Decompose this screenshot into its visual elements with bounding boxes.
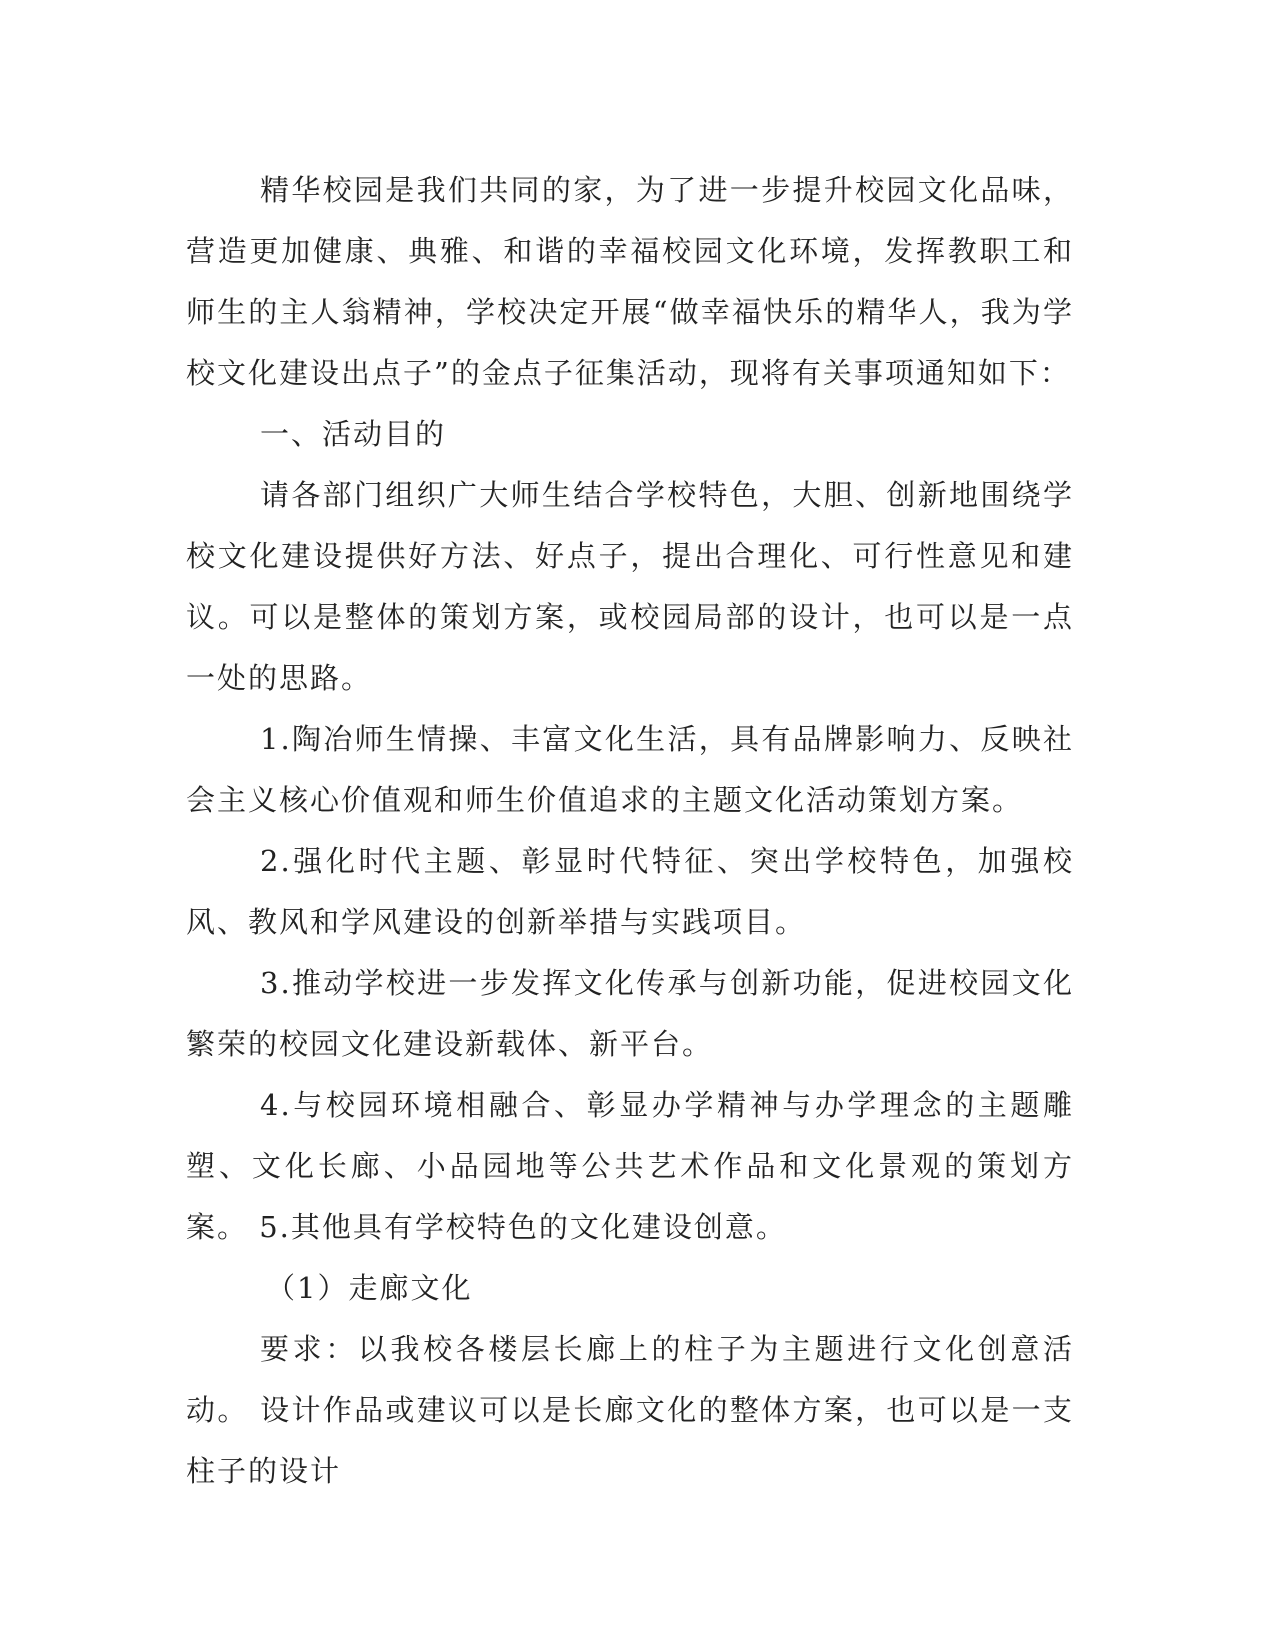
requirements-paragraph: 要求：以我校各楼层长廊上的柱子为主题进行文化创意活动。 设计作品或建议可以是长廊文化的整体方案，也可以是一支柱子的设计	[186, 1332, 1074, 1488]
subheading-corridor-culture: （1）走廊文化	[266, 1271, 473, 1305]
intro-paragraph: 精华校园是我们共同的家，为了进一步提升校园文化品味，营造更加健康、典雅、和谐的幸福校园文化环境，发挥教职工和师生的主人翁精神，学校决定开展“做幸福快乐的精华人，我为学校文化建设出点子”的金点子征集活动，现将有关事项通知如下：	[186, 173, 1074, 390]
list-item-2: 2.强化时代主题、彰显时代特征、突出学校特色，加强校风、教风和学风建设的创新举措与实践项目。	[186, 844, 1074, 939]
document-body	[186, 160, 1074, 1502]
purpose-paragraph: 请各部门组织广大师生结合学校特色，大胆、创新地围绕学校文化建设提供好方法、好点子，提出合理化、可行性意见和建议。可以是整体的策划方案，或校园局部的设计，也可以是一点一处的思路。	[186, 478, 1074, 695]
list-item-3: 3.推动学校进一步发挥文化传承与创新功能，促进校园文化繁荣的校园文化建设新载体、新平台。	[186, 966, 1074, 1061]
list-item-1: 1.陶冶师生情操、丰富文化生活，具有品牌影响力、反映社会主义核心价值观和师生价值追求的主题文化活动策划方案。	[186, 722, 1074, 817]
list-item-4-5: 4.与校园环境相融合、彰显办学精神与办学理念的主题雕塑、文化长廊、小品园地等公共艺术作品和文化景观的策划方案。 5.其他具有学校特色的文化建设创意。	[186, 1088, 1074, 1244]
section-heading-activity-purpose: 一、活动目的	[260, 417, 447, 451]
